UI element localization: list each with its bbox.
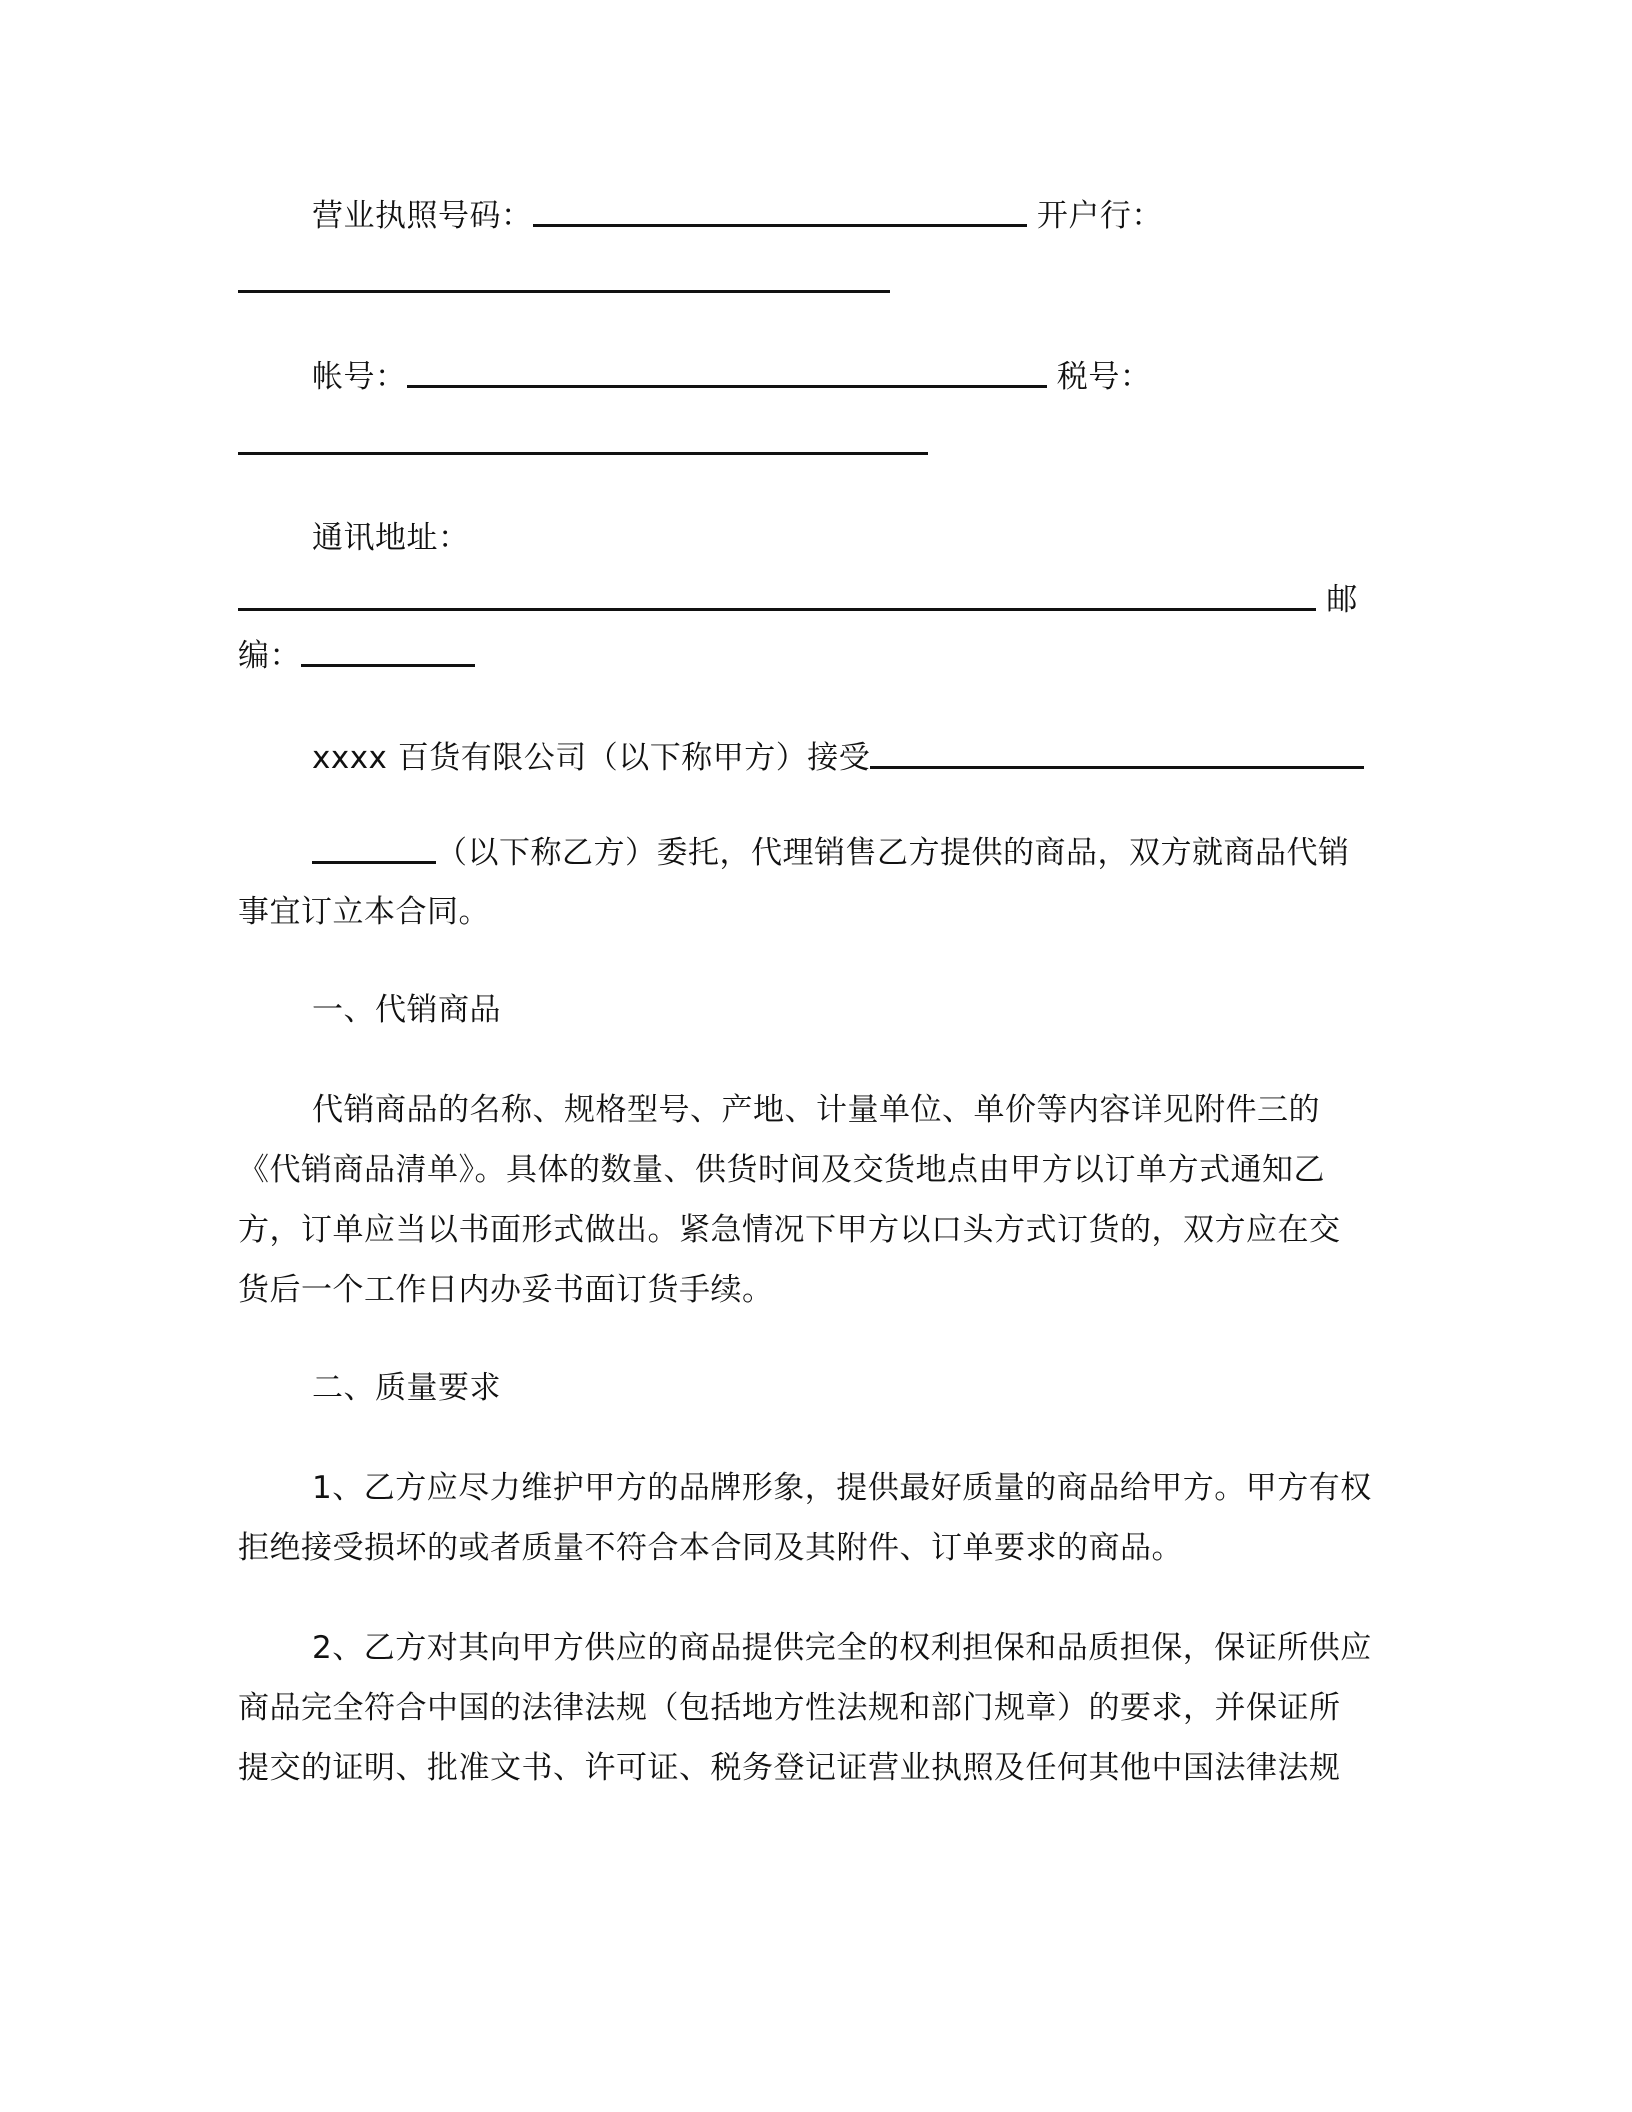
- postal-label-part2: 编：: [238, 638, 301, 674]
- section1-p1-line2: 《代销商品清单》。具体的数量、供货时间及交货地点由甲方以订单方式通知乙: [238, 1152, 1325, 1188]
- section2-item1-line2: 拒绝接受损坏的或者质量不符合本合同及其附件、订单要求的商品。: [238, 1530, 1183, 1566]
- section2-item2-line2: 商品完全符合中国的法律法规（包括地方性法规和部门规章）的要求，并保证所: [238, 1690, 1341, 1726]
- bank-blank: [238, 290, 890, 293]
- section2-item1-line1: 1、乙方应尽力维护甲方的品牌形象，提供最好质量的商品给甲方。甲方有权: [312, 1470, 1372, 1506]
- intro-blank-1: [870, 766, 1364, 769]
- bank-blank-line: [238, 262, 890, 302]
- intro-text-3: 事宜订立本合同。: [238, 894, 490, 930]
- account-label: 帐号：: [312, 359, 407, 395]
- intro-text-2: （以下称乙方）委托，代理销售乙方提供的商品，双方就商品代销: [436, 835, 1350, 871]
- tax-blank: [238, 452, 928, 455]
- section1-p1-line3: 方，订单应当以书面形式做出。紧急情况下甲方以口头方式订货的，双方应在交: [238, 1212, 1341, 1248]
- postal-line: [238, 636, 475, 676]
- license-label: 营业执照号码：: [312, 198, 533, 234]
- tax-label: 税号：: [1056, 359, 1152, 395]
- address-label: 通讯地址：: [312, 520, 470, 556]
- postal-blank: [301, 664, 475, 667]
- account-blank: [407, 385, 1047, 388]
- section2-item2-line1: 2、乙方对其向甲方供应的商品提供完全的权利担保和品质担保，保证所供应: [312, 1630, 1372, 1666]
- account-line: [312, 357, 1151, 397]
- bank-label: 开户行：: [1036, 198, 1163, 234]
- address-blank: [238, 608, 1316, 611]
- intro-line-3: [238, 892, 490, 932]
- section2-item2-line3: 提交的证明、批准文书、许可证、税务登记证营业执照及任何其他中国法律法规: [238, 1750, 1341, 1786]
- address-blank-line: [238, 580, 1358, 620]
- section1-p1-line1: 代销商品的名称、规格型号、产地、计量单位、单价等内容详见附件三的: [312, 1092, 1320, 1128]
- intro-blank-2: [312, 861, 436, 864]
- tax-blank-line: [238, 424, 928, 464]
- postal-label-part1: 邮: [1326, 582, 1358, 618]
- license-blank: [533, 224, 1027, 227]
- intro-line-2: [312, 833, 1350, 873]
- license-line: [312, 196, 1163, 236]
- intro-line-1: [312, 738, 1364, 778]
- intro-text-1: xxxx 百货有限公司（以下称甲方）接受: [312, 740, 871, 776]
- section2-heading: 二、质量要求: [312, 1370, 501, 1406]
- section1-heading: 一、代销商品: [312, 992, 501, 1028]
- address-label-line: [312, 518, 470, 558]
- section1-p1-line4: 货后一个工作日内办妥书面订货手续。: [238, 1272, 774, 1308]
